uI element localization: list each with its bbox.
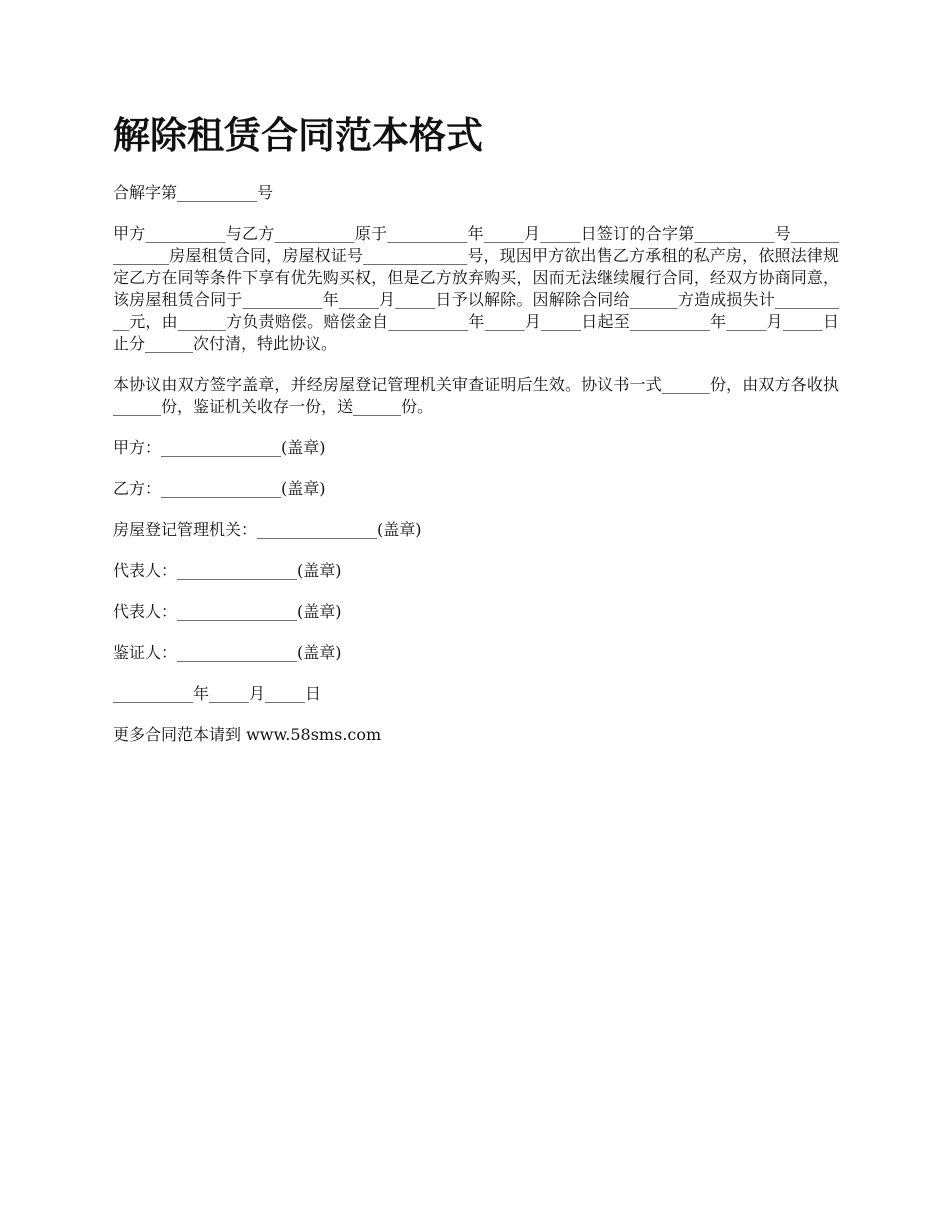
party-a-signature-line: 甲方：_______________(盖章) — [113, 438, 326, 457]
document-page — [113, 112, 839, 765]
effectiveness-paragraph: 本协议由双方签字盖章，并经房屋登记管理机关审查证明后生效。协议书一式______份，由双方各收执______份，鉴证机关收存一份，送______份。 — [113, 375, 839, 416]
document-title: 解除租赁合同范本格式 — [113, 114, 483, 157]
representative-signature-line-2: 代表人：_______________(盖章) — [113, 602, 342, 621]
party-b-signature-line: 乙方：_______________(盖章) — [113, 479, 326, 498]
agreement-body-paragraph: 甲方__________与乙方__________原于__________年_____月_____日签订的合字第__________号_____________房屋租赁合同，房屋权证号_____________号，现因甲方欲出售乙方承租的私产房，依照法律规定乙方在同等条件下享有优先购买权，但是乙方放弃购买，因而无法继续履行合同，经双方协商同意，该房屋租赁合同于__________年_____月_____日予以解除。因解除合同给______方造成损失计__________元，由______方负责赔偿。赔偿金自__________年_____月_____日起至__________年_____月_____日止分______次付清，特此协议。 — [113, 224, 839, 353]
representative-signature-line: 代表人：_______________(盖章) — [113, 561, 342, 580]
footer-link-text: 更多合同范本请到 www.58sms.com — [113, 725, 382, 744]
notary-signature-line: 鉴证人：_______________(盖章) — [113, 643, 342, 662]
registration-authority-signature-line: 房屋登记管理机关：_______________(盖章) — [113, 520, 422, 539]
contract-number-line: 合解字第__________号 — [113, 183, 274, 202]
date-line: __________年_____月_____日 — [113, 684, 322, 703]
